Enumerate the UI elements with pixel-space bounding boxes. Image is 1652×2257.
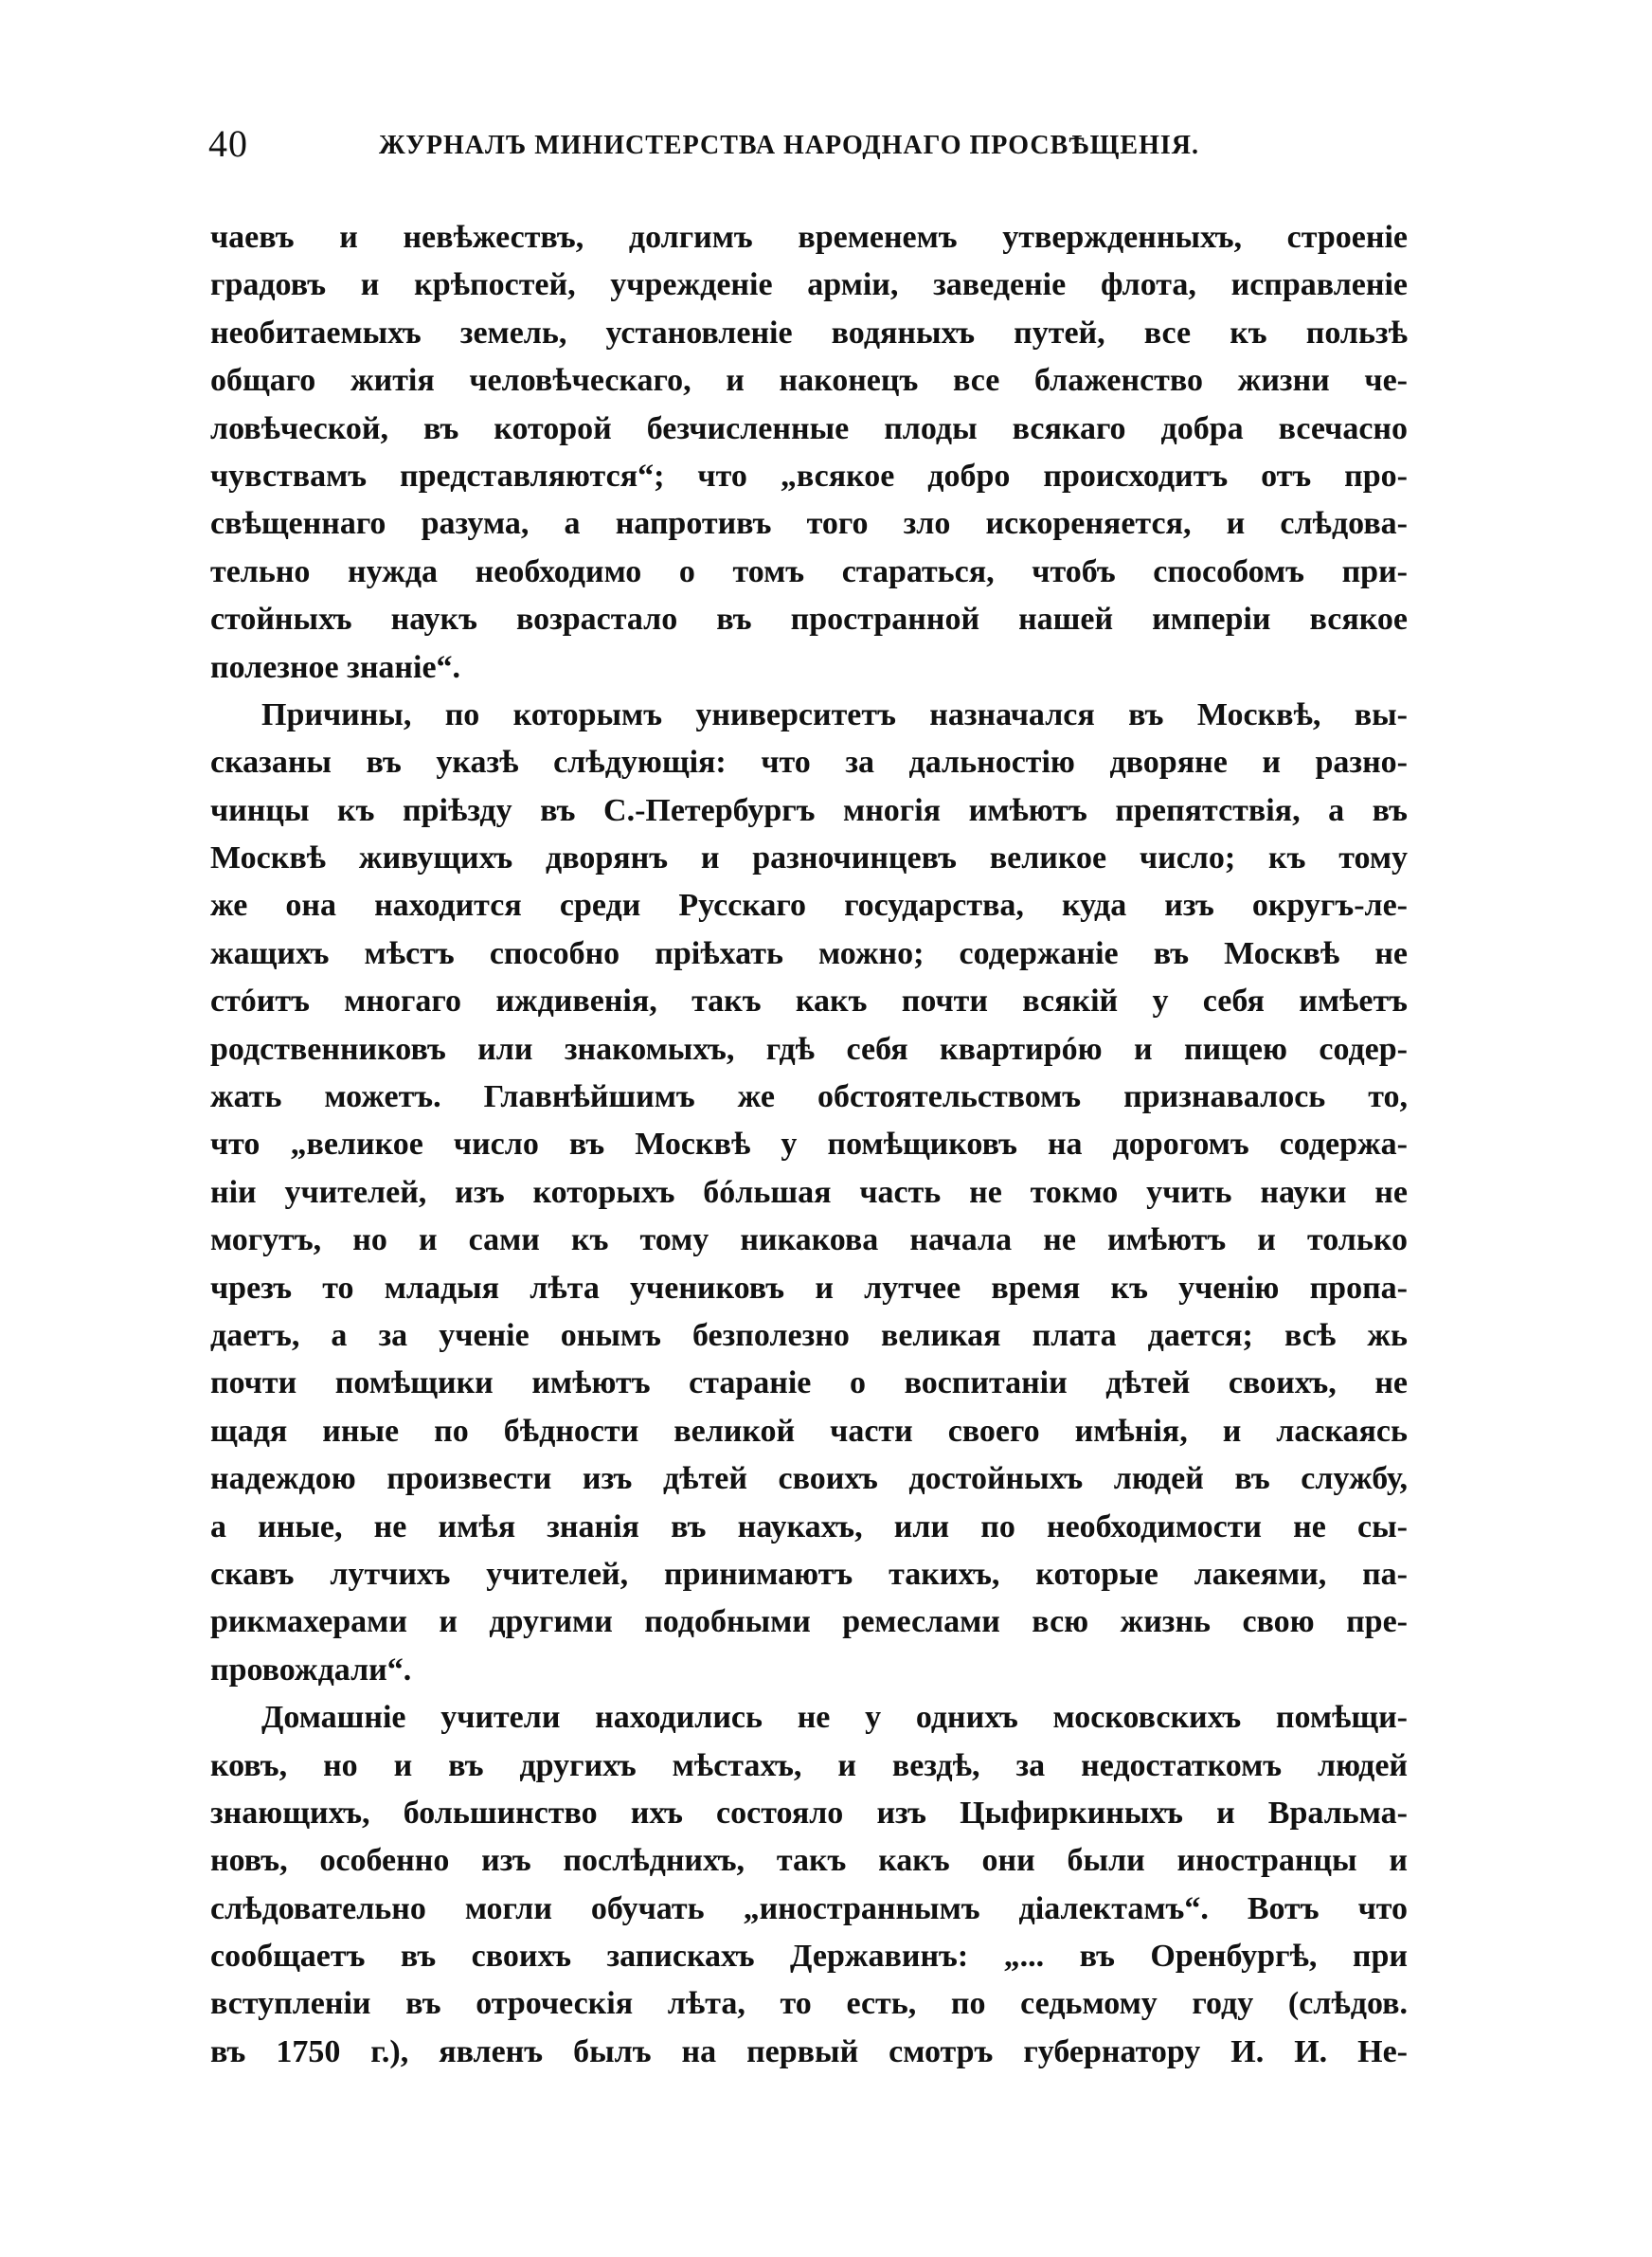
- text-line: надеждою произвести изъ дѣтей своихъ достойныхъ людей въ службу,: [210, 1461, 1408, 1497]
- text-line: чаевъ и невѣжествъ, долгимъ временемъ утвержденныхъ, строеніе: [210, 220, 1408, 255]
- text-line: новъ, особенно изъ послѣднихъ, такъ какъ они были иностранцы и: [210, 1843, 1408, 1879]
- text-line: рикмахерами и другими подобными ремеслами всю жизнь свою пре-: [210, 1604, 1408, 1640]
- text-line: полезное знаніе“.: [210, 649, 461, 685]
- text-line: стойныхъ наукъ возрастало въ пространной нашей имперіи всякое: [210, 602, 1408, 638]
- text-line: могутъ, но и сами къ тому никакова начала не имѣютъ и только: [210, 1222, 1408, 1258]
- text-line: стóитъ многаго иждивенія, такъ какъ почти всякій у себя имѣетъ: [210, 984, 1408, 1020]
- page-number: 40: [208, 122, 248, 165]
- text-line: чувствамъ представляются“; что „всякое добро происходитъ отъ про-: [210, 458, 1408, 494]
- text-line: чрезъ то младыя лѣта учениковъ и лутчее время къ ученію пропа-: [210, 1270, 1408, 1306]
- text-line: даетъ, а за ученіе онымъ безполезно великая плата дается; всѣ жь: [210, 1317, 1408, 1353]
- text-line: что „великое число въ Москвѣ у помѣщиковъ на дорогомъ содержа-: [210, 1127, 1408, 1163]
- body-text: [210, 214, 1408, 2076]
- text-line: ніи учителей, изъ которыхъ бóльшая часть не токмо учить науки не: [210, 1174, 1408, 1210]
- text-line: чинцы къ пріѣзду въ С.-Петербургъ многія имѣютъ препятствія, а въ: [210, 792, 1408, 828]
- text-line: Домашніе учители находились не у однихъ московскихъ помѣщи-: [261, 1700, 1408, 1736]
- text-line: сообщаетъ въ своихъ запискахъ Державинъ: „... въ Оренбургѣ, при: [210, 1939, 1408, 1975]
- running-title: ЖУРНАЛЪ МИНИСТЕРСТВА НАРОДНАГО ПРОСВѢЩЕНІЯ.: [379, 131, 1199, 160]
- text-line: ловѣческой, въ которой безчисленные плоды всякаго добра всечасно: [210, 410, 1408, 446]
- text-line: сказаны въ указѣ слѣдующія: что за дальностію дворяне и разно-: [210, 745, 1408, 781]
- text-line: ковъ, но и въ другихъ мѣстахъ, и вездѣ, за недостаткомъ людей: [210, 1747, 1408, 1783]
- text-line: знающихъ, большинство ихъ состояло изъ Цыфиркиныхъ и Вральма-: [210, 1795, 1408, 1831]
- text-line: же она находится среди Русскаго государства, куда изъ округъ-ле-: [210, 888, 1408, 924]
- text-line: слѣдовательно могли обучать „иностраннымъ діалектамъ“. Вотъ что: [210, 1890, 1408, 1926]
- text-line: общаго житія человѣческаго, и наконецъ все блаженство жизни че-: [210, 363, 1408, 399]
- text-line: Причины, по которымъ университетъ назначался въ Москвѣ, вы-: [261, 696, 1408, 732]
- text-line: тельно нужда необходимо о томъ стараться, чтобъ способомъ при-: [210, 553, 1408, 589]
- text-line: родственниковъ или знакомыхъ, гдѣ себя квартирóю и пищею содер-: [210, 1031, 1408, 1067]
- page-header: [208, 121, 1402, 178]
- text-line: необитаемыхъ земель, установленіе водяныхъ путей, все къ пользѣ: [210, 315, 1408, 351]
- text-line: въ 1750 г.), явленъ былъ на первый смотръ губернатору И. И. Не-: [210, 2033, 1408, 2069]
- text-line: а иные, не имѣя знанія въ наукахъ, или по необходимости не сы-: [210, 1508, 1408, 1544]
- text-line: жать можетъ. Главнѣйшимъ же обстоятельствомъ признавалось то,: [210, 1079, 1408, 1115]
- text-line: жащихъ мѣстъ способно пріѣхать можно; содержаніе въ Москвѣ не: [210, 935, 1408, 971]
- text-line: градовъ и крѣпостей, учрежденіе арміи, заведеніе флота, исправленіе: [210, 267, 1408, 303]
- text-line: щадя иные по бѣдности великой части своего имѣнія, и ласкаясь: [210, 1413, 1408, 1449]
- text-line: Москвѣ живущихъ дворянъ и разночинцевъ великое число; къ тому: [210, 840, 1408, 876]
- text-line: провождали“.: [210, 1652, 412, 1688]
- text-line: скавъ лутчихъ учителей, принимаютъ такихъ, которые лакеями, па-: [210, 1556, 1408, 1592]
- text-line: свѣщеннаго разума, а напротивъ того зло искореняется, и слѣдова-: [210, 506, 1408, 542]
- text-line: почти помѣщики имѣютъ стараніе о воспитаніи дѣтей своихъ, не: [210, 1365, 1408, 1401]
- text-line: вступленіи въ отроческія лѣта, то есть, по седьмому году (слѣдов.: [210, 1986, 1408, 2022]
